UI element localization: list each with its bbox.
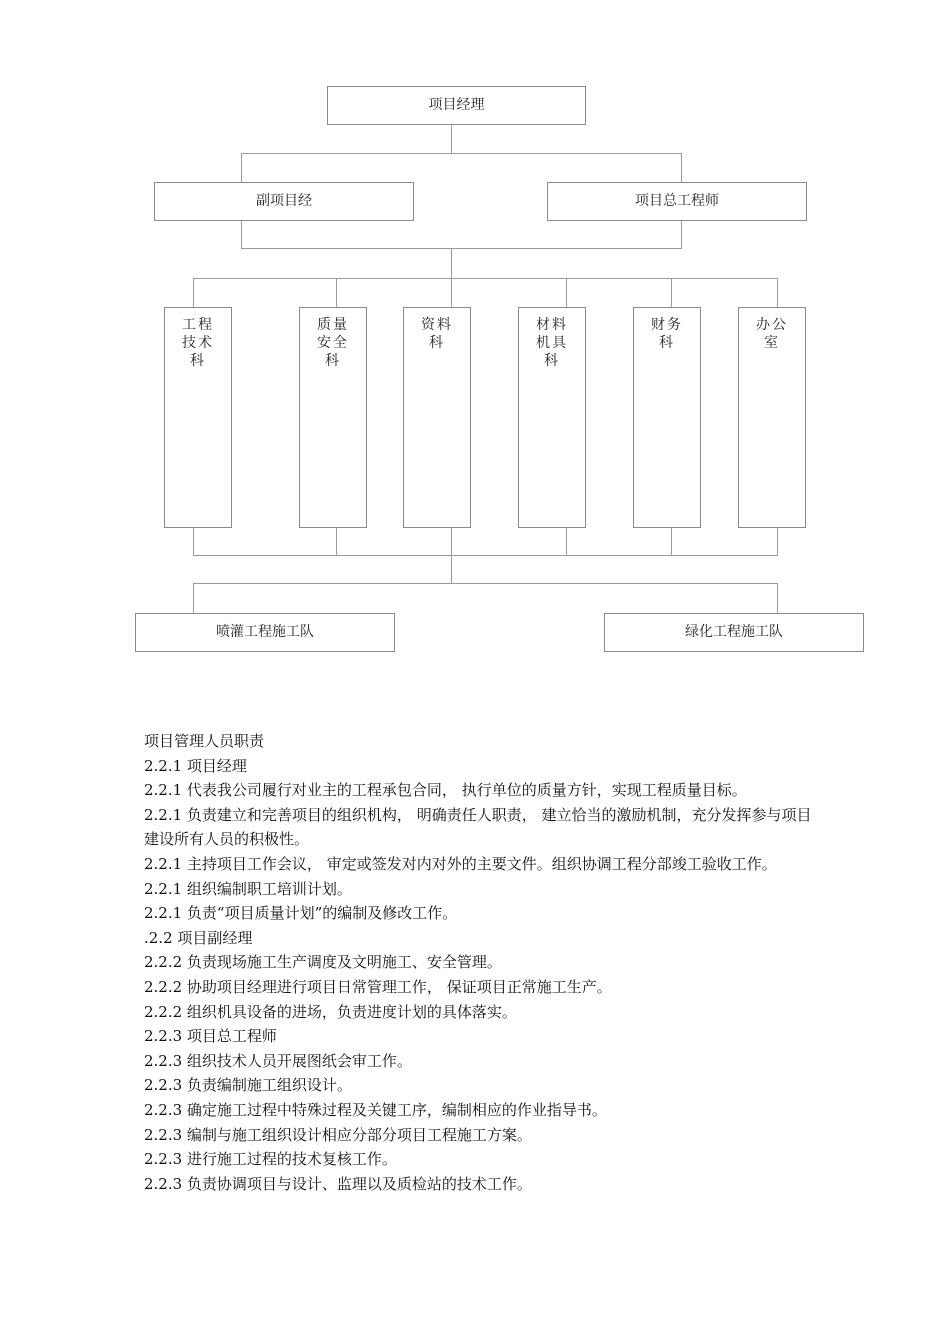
paragraph: 2.2.1 负责建立和完善项目的组织机构， 明确责任人职责， 建立恰当的激励机制，充分发挥参与项目建设所有人员的积极性。 [144, 805, 812, 849]
node-irrigation-team: 喷灌工程施工队 [135, 613, 395, 652]
connector [681, 153, 682, 183]
node-label-line: 科 [325, 353, 341, 369]
connector [451, 555, 452, 584]
connector [671, 278, 672, 308]
connector [193, 583, 194, 614]
connector [566, 526, 567, 556]
node-label-line: 资料 [421, 317, 453, 333]
paragraph: 2.2.2 负责现场施工生产调度及文明施工、安全管理。 [144, 953, 502, 972]
paragraph: 2.2.1 代表我公司履行对业主的工程承包合同， 执行单位的质量方针，实现工程质量目标。 [144, 781, 747, 800]
connector [193, 526, 194, 556]
connector [193, 278, 194, 308]
subsection-heading: .2.2 项目副经理 [144, 928, 253, 947]
node-label-line: 办公 [756, 317, 788, 333]
node-label-line: 质量 [317, 317, 349, 333]
node-landscaping-team: 绿化工程施工队 [604, 613, 864, 652]
node-documents-dept [403, 307, 471, 528]
connector [241, 153, 682, 154]
node-label-line: 材料 [536, 317, 568, 333]
connector [777, 583, 778, 614]
connector [451, 248, 452, 279]
node-label-line: 财务 [651, 317, 683, 333]
paragraph: 2.2.1 负责“项目质量计划”的编制及修改工作。 [144, 904, 458, 923]
responsibilities-text [144, 729, 824, 1196]
paragraph: 2.2.3 组织技术人员开展图纸会审工作。 [144, 1051, 412, 1070]
node-finance-dept [633, 307, 701, 528]
connector [241, 153, 242, 183]
connector [193, 278, 778, 279]
paragraph: 2.2.2 协助项目经理进行项目日常管理工作， 保证项目正常施工生产。 [144, 977, 612, 996]
paragraph: 2.2.1 组织编制职工培训计划。 [144, 879, 352, 898]
connector [193, 583, 778, 584]
connector [193, 555, 778, 556]
connector [451, 278, 452, 308]
connector [241, 220, 242, 249]
paragraph: 2.2.3 确定施工过程中特殊过程及关键工序，编制相应的作业指导书。 [144, 1100, 607, 1119]
node-engineering-tech-dept [164, 307, 232, 528]
paragraph: 2.2.3 负责编制施工组织设计。 [144, 1076, 352, 1095]
node-label-line: 科 [659, 335, 675, 351]
node-deputy-manager: 副项目经 [154, 182, 414, 221]
paragraph: 2.2.3 负责协调项目与设计、监理以及质检站的技术工作。 [144, 1174, 532, 1193]
connector [241, 248, 682, 249]
connector [336, 278, 337, 308]
connector [671, 526, 672, 556]
node-label-line: 科 [190, 353, 206, 369]
node-label-line: 室 [764, 335, 780, 351]
connector [336, 526, 337, 556]
subsection-heading: 2.2.3 项目总工程师 [144, 1027, 277, 1046]
node-materials-equipment-dept [518, 307, 586, 528]
subsection-heading: 2.2.1 项目经理 [144, 756, 247, 775]
connector [566, 278, 567, 308]
paragraph: 2.2.3 进行施工过程的技术复核工作。 [144, 1150, 397, 1169]
connector [777, 278, 778, 308]
node-office [738, 307, 806, 528]
connector [681, 220, 682, 249]
node-quality-safety-dept [299, 307, 367, 528]
connector [451, 124, 452, 154]
node-label-line: 安全 [317, 335, 349, 351]
connector [451, 526, 452, 556]
connector [777, 526, 778, 556]
node-label-line: 工程 [182, 317, 214, 333]
node-label-line: 技术 [182, 335, 214, 351]
paragraph: 2.2.1 主持项目工作会议， 审定或签发对内对外的主要文件。组织协调工程分部竣工验收工作。 [144, 854, 777, 873]
section-heading: 项目管理人员职责 [144, 732, 265, 750]
node-label-line: 科 [544, 353, 560, 369]
node-chief-engineer: 项目总工程师 [547, 182, 807, 221]
paragraph: 2.2.2 组织机具设备的进场，负责进度计划的具体落实。 [144, 1002, 517, 1021]
node-label-line: 机具 [536, 335, 568, 351]
node-project-manager: 项目经理 [327, 86, 586, 125]
node-label-line: 科 [429, 335, 445, 351]
paragraph: 2.2.3 编制与施工组织设计相应分部分项目工程施工方案。 [144, 1125, 532, 1144]
